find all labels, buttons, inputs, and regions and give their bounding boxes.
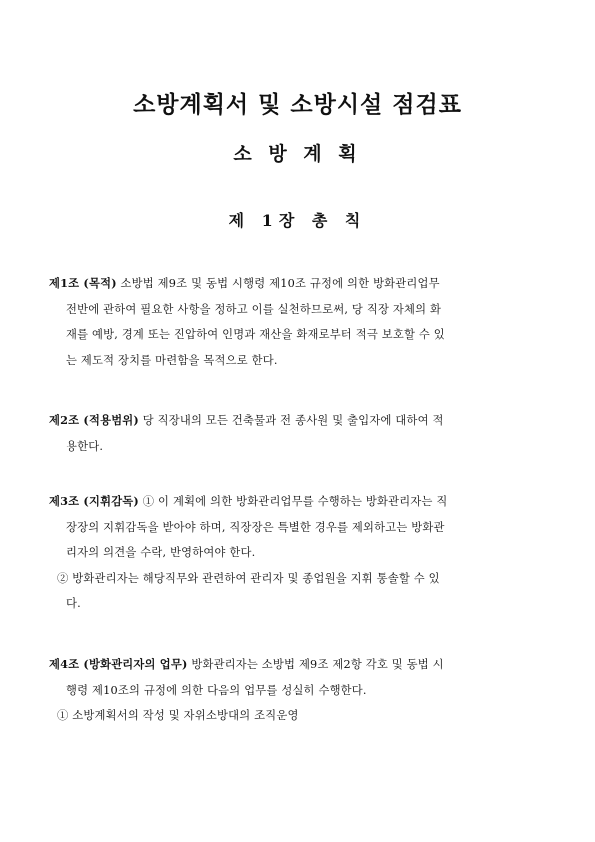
article-text: 는 제도적 장치를 마련함을 목적으로 한다.: [66, 353, 278, 367]
article-2: [49, 408, 551, 459]
article-1: [49, 271, 551, 373]
article-text: 소방법 제9조 및 동법 시행령 제10조 규정에 의한 방화관리업무: [120, 277, 440, 290]
article-text: ① 이 계획에 의한 방화관리업무를 수행하는 방화관리자는 직: [142, 495, 448, 508]
article-3: [49, 489, 551, 617]
article-text: 전반에 관하여 필요한 사항을 정하고 이를 실천하므로써, 당 직장 자체의 화: [66, 302, 442, 316]
article-text: 다.: [66, 597, 81, 610]
article-text: 당 직장내의 모든 건축물과 전 종사원 및 출입자에 대하여 적: [142, 414, 444, 427]
chapter-heading: 제 1장 총 칙: [228, 211, 367, 230]
article-heading: 제4조 (방화관리자의 업무): [49, 657, 188, 671]
article-text: 행령 제10조의 규정에 의한 다음의 업무를 성실히 수행한다.: [66, 683, 367, 697]
article-heading: 제1조 (목적): [49, 276, 117, 290]
article-text: 장장의 지휘감독을 받아야 하며, 직장장은 특별한 경우를 제외하고는 방화관: [66, 520, 445, 534]
article-text: 방화관리자는 소방법 제9조 제2항 각호 및 동법 시: [191, 658, 444, 671]
document-title: 소방계획서 및 소방시설 점검표: [133, 91, 462, 118]
article-heading: 제2조 (적용범위): [49, 413, 139, 427]
article-text: 리자의 의견을 수락, 반영하여야 한다.: [66, 546, 256, 559]
article-line: [49, 652, 551, 678]
article-text: ① 소방계획서의 작성 및 자위소방대의 조직운영: [57, 709, 299, 722]
article-text: ② 방화관리자는 해당직무와 관련하여 관리자 및 종업원을 지휘 통솔할 수 있: [57, 571, 440, 585]
article-heading: 제3조 (지휘감독): [49, 494, 139, 508]
article-line: [49, 271, 551, 297]
document-subtitle: 소 방 계 획: [233, 143, 362, 165]
article-text: 용한다.: [66, 439, 104, 453]
article-text: 재를 예방, 경계 또는 진압하여 인명과 재산을 화재로부터 적극 보호할 수 있: [66, 328, 445, 341]
article-line: [49, 408, 551, 434]
article-line: [49, 489, 551, 515]
article-4: [49, 652, 551, 729]
